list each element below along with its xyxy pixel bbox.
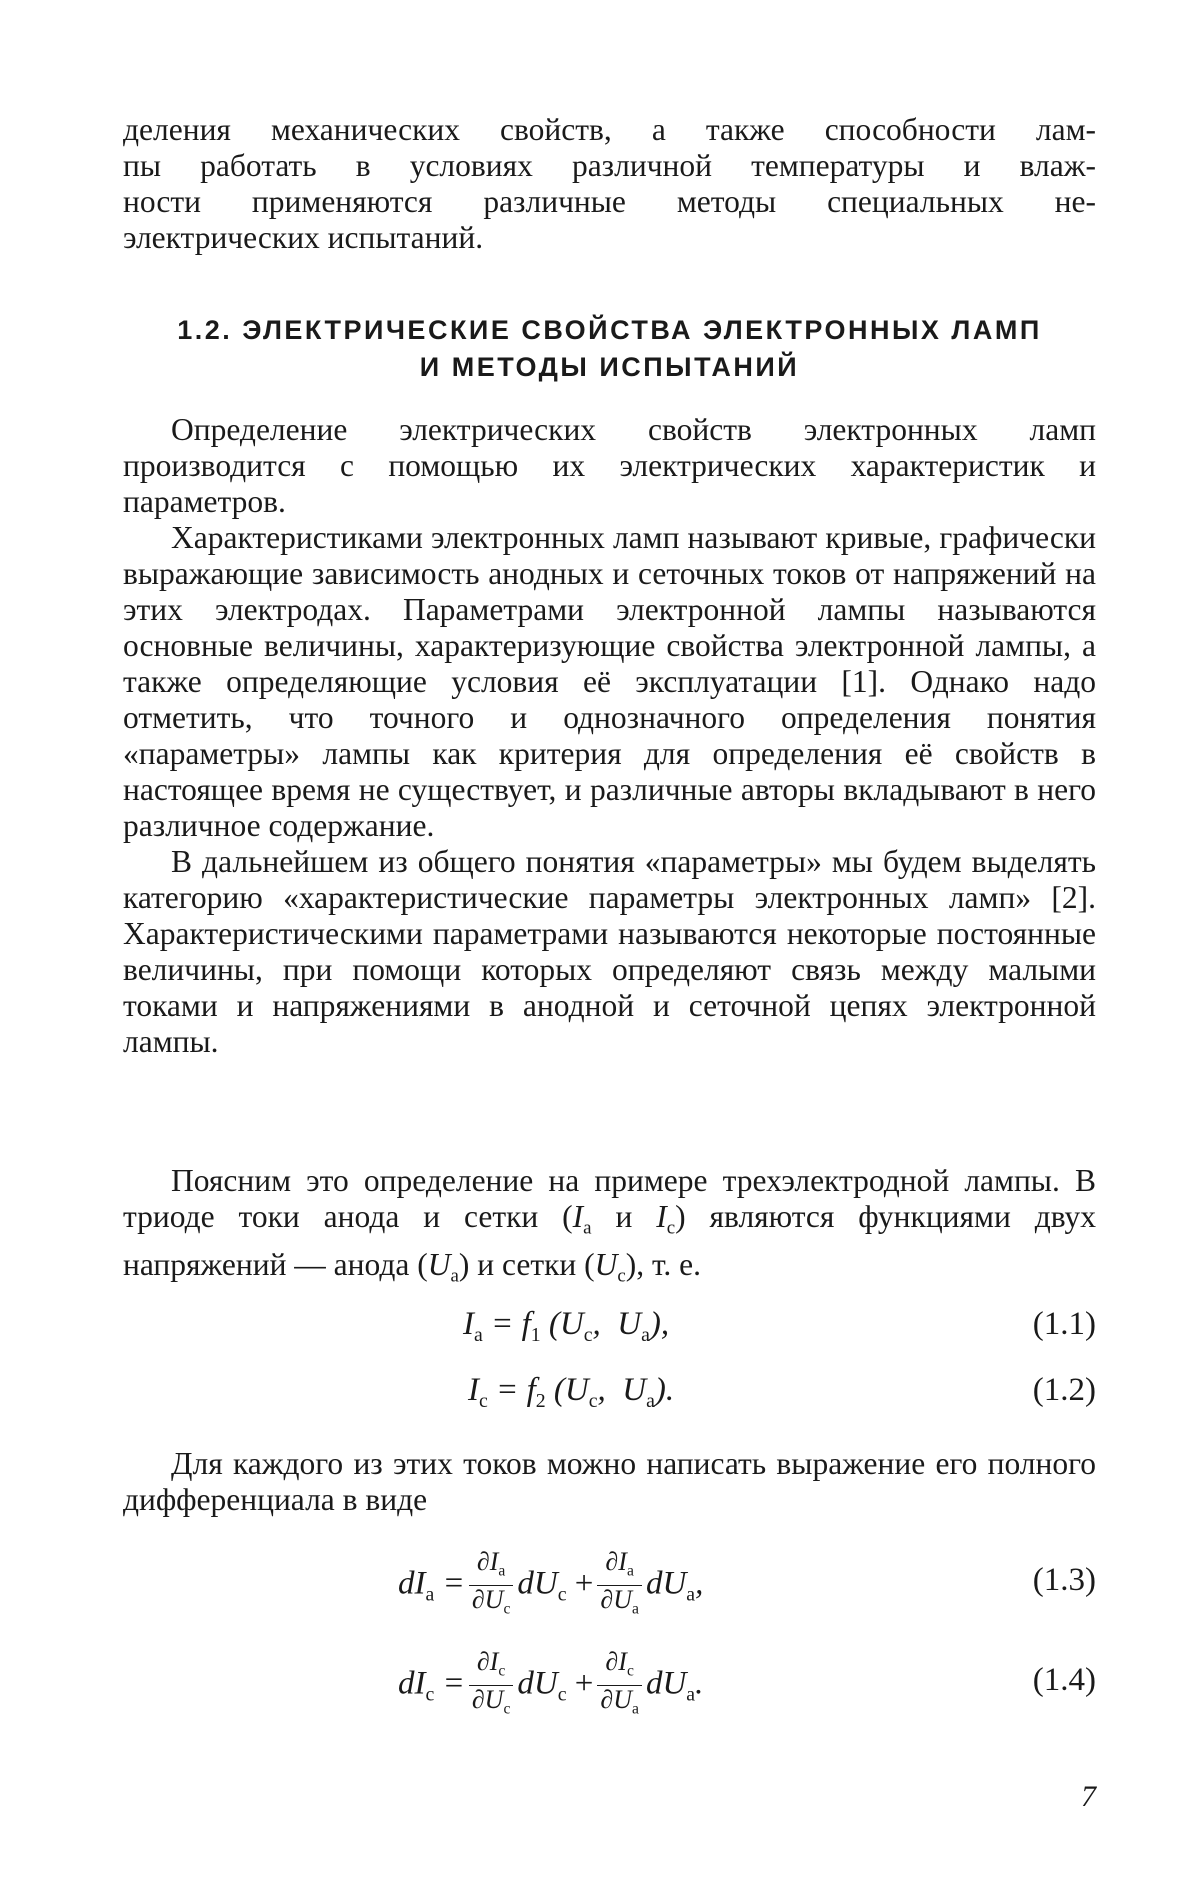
formula: $dI_с$ = $\frac{\partial I_с}{\partial U_с}$ $dU_с$ + $\frac{\partial I_с}{\partial U_а}$ $dU_а$. [398, 1648, 703, 1724]
formula: $I_с = f_2$ ($U_с$, $U_а$). [468, 1372, 675, 1412]
heading-line-2: И МЕТОДЫ ИСПЫТАНИЙ [419, 352, 800, 382]
fraction: $\frac{\partial I_с}{\partial U_а}$ [597, 1648, 642, 1724]
explain-text-4: ), т. е. [625, 1246, 702, 1282]
paragraph-explain: Поясним это определение на примере трехэлектродной лампы. В триоде токи анода и сетки ($I_а$ и $I_с$) являются функциями двух напряжений — анода $(U_а)$ и сетки $(U_с)$, т. е. [123, 1163, 1097, 1287]
heading-line-1: 1.2. ЭЛЕКТРИЧЕСКИЕ СВОЙСТВА ЭЛЕКТРОННЫХ ЛАМП [177, 315, 1042, 345]
equation-1-3 [123, 1540, 1096, 1630]
explain-text-1: Поясним это определение на примере трехэлектродной лампы. В триоде токи анода и сетки ( [123, 1163, 1096, 1234]
equation-number: (1.1) [1032, 1306, 1096, 1342]
paragraph-definition: Определение электрических свойств электронных ламп производится с помощью их электрических характеристик и параметров. [123, 412, 1096, 519]
paragraph-differential: Для каждого из этих токов можно написать выражение его полного дифференциала в виде [123, 1446, 1096, 1517]
equation-1-2 [123, 1372, 1096, 1432]
equation-1-1 [123, 1306, 1096, 1366]
body-paragraphs [123, 412, 1096, 1060]
fraction: $\frac{\partial I_а}{\partial U_с}$ [469, 1548, 514, 1624]
fraction: $\frac{\partial I_а}{\partial U_а}$ [597, 1548, 642, 1624]
fraction: $\frac{\partial I_с}{\partial U_с}$ [469, 1648, 514, 1724]
page-number: 7 [1081, 1780, 1096, 1813]
equation-number: (1.3) [1032, 1562, 1096, 1598]
formula: $dI_а$ = $\frac{\partial I_а}{\partial U_с}$ $dU_с$ + $\frac{\partial I_а}{\partial U_а}$ $dU_а$, [398, 1548, 703, 1624]
paragraph-parameters: В дальнейшем из общего понятия «параметры» мы будем выделять категорию «характеристические параметры электронных ламп» [2]. Характеристическими параметрами называются некоторые постоянные величины, при помощи которых определяют связь между малыми токами и напряжениями в анодной и сеточной цепях электронной лампы. [123, 844, 1096, 1059]
explain-text-3: ) и сетки ( [458, 1246, 595, 1282]
text-line: электрических испытаний. [123, 220, 484, 255]
section-heading [123, 312, 1096, 386]
equation-1-4 [123, 1640, 1096, 1730]
intro-paragraph [123, 112, 1096, 256]
equation-number: (1.4) [1032, 1662, 1096, 1698]
text-line: пы работать в условиях различной температуры и влаж- [123, 148, 1096, 183]
explain-text-2: ) являются функциями двух напряжений — анода ( [123, 1199, 1097, 1282]
text-line: деления механических свойств, а также способности лам- [123, 112, 1096, 147]
equation-number: (1.2) [1032, 1372, 1096, 1408]
paragraph-characteristics: Характеристиками электронных ламп называют кривые, графически выражающие зависимость анодных и сеточных токов от напряжений на этих электродах. Параметрами электронной лампы называются основные величины, характеризующие свойства электронной лампы, а также определяющие условия её эксплуатации [1]. Однако надо отметить, что точного и однозначного определения понятия «параметры» лампы как критерия для определения её свойств в настоящее время не существует, и различные авторы вкладывают в него различное содержание. [123, 520, 1096, 843]
formula: $I_а = f_1$ ($U_с$, $U_а$), [463, 1306, 670, 1346]
text-line: ности применяются различные методы специальных не- [123, 184, 1096, 219]
